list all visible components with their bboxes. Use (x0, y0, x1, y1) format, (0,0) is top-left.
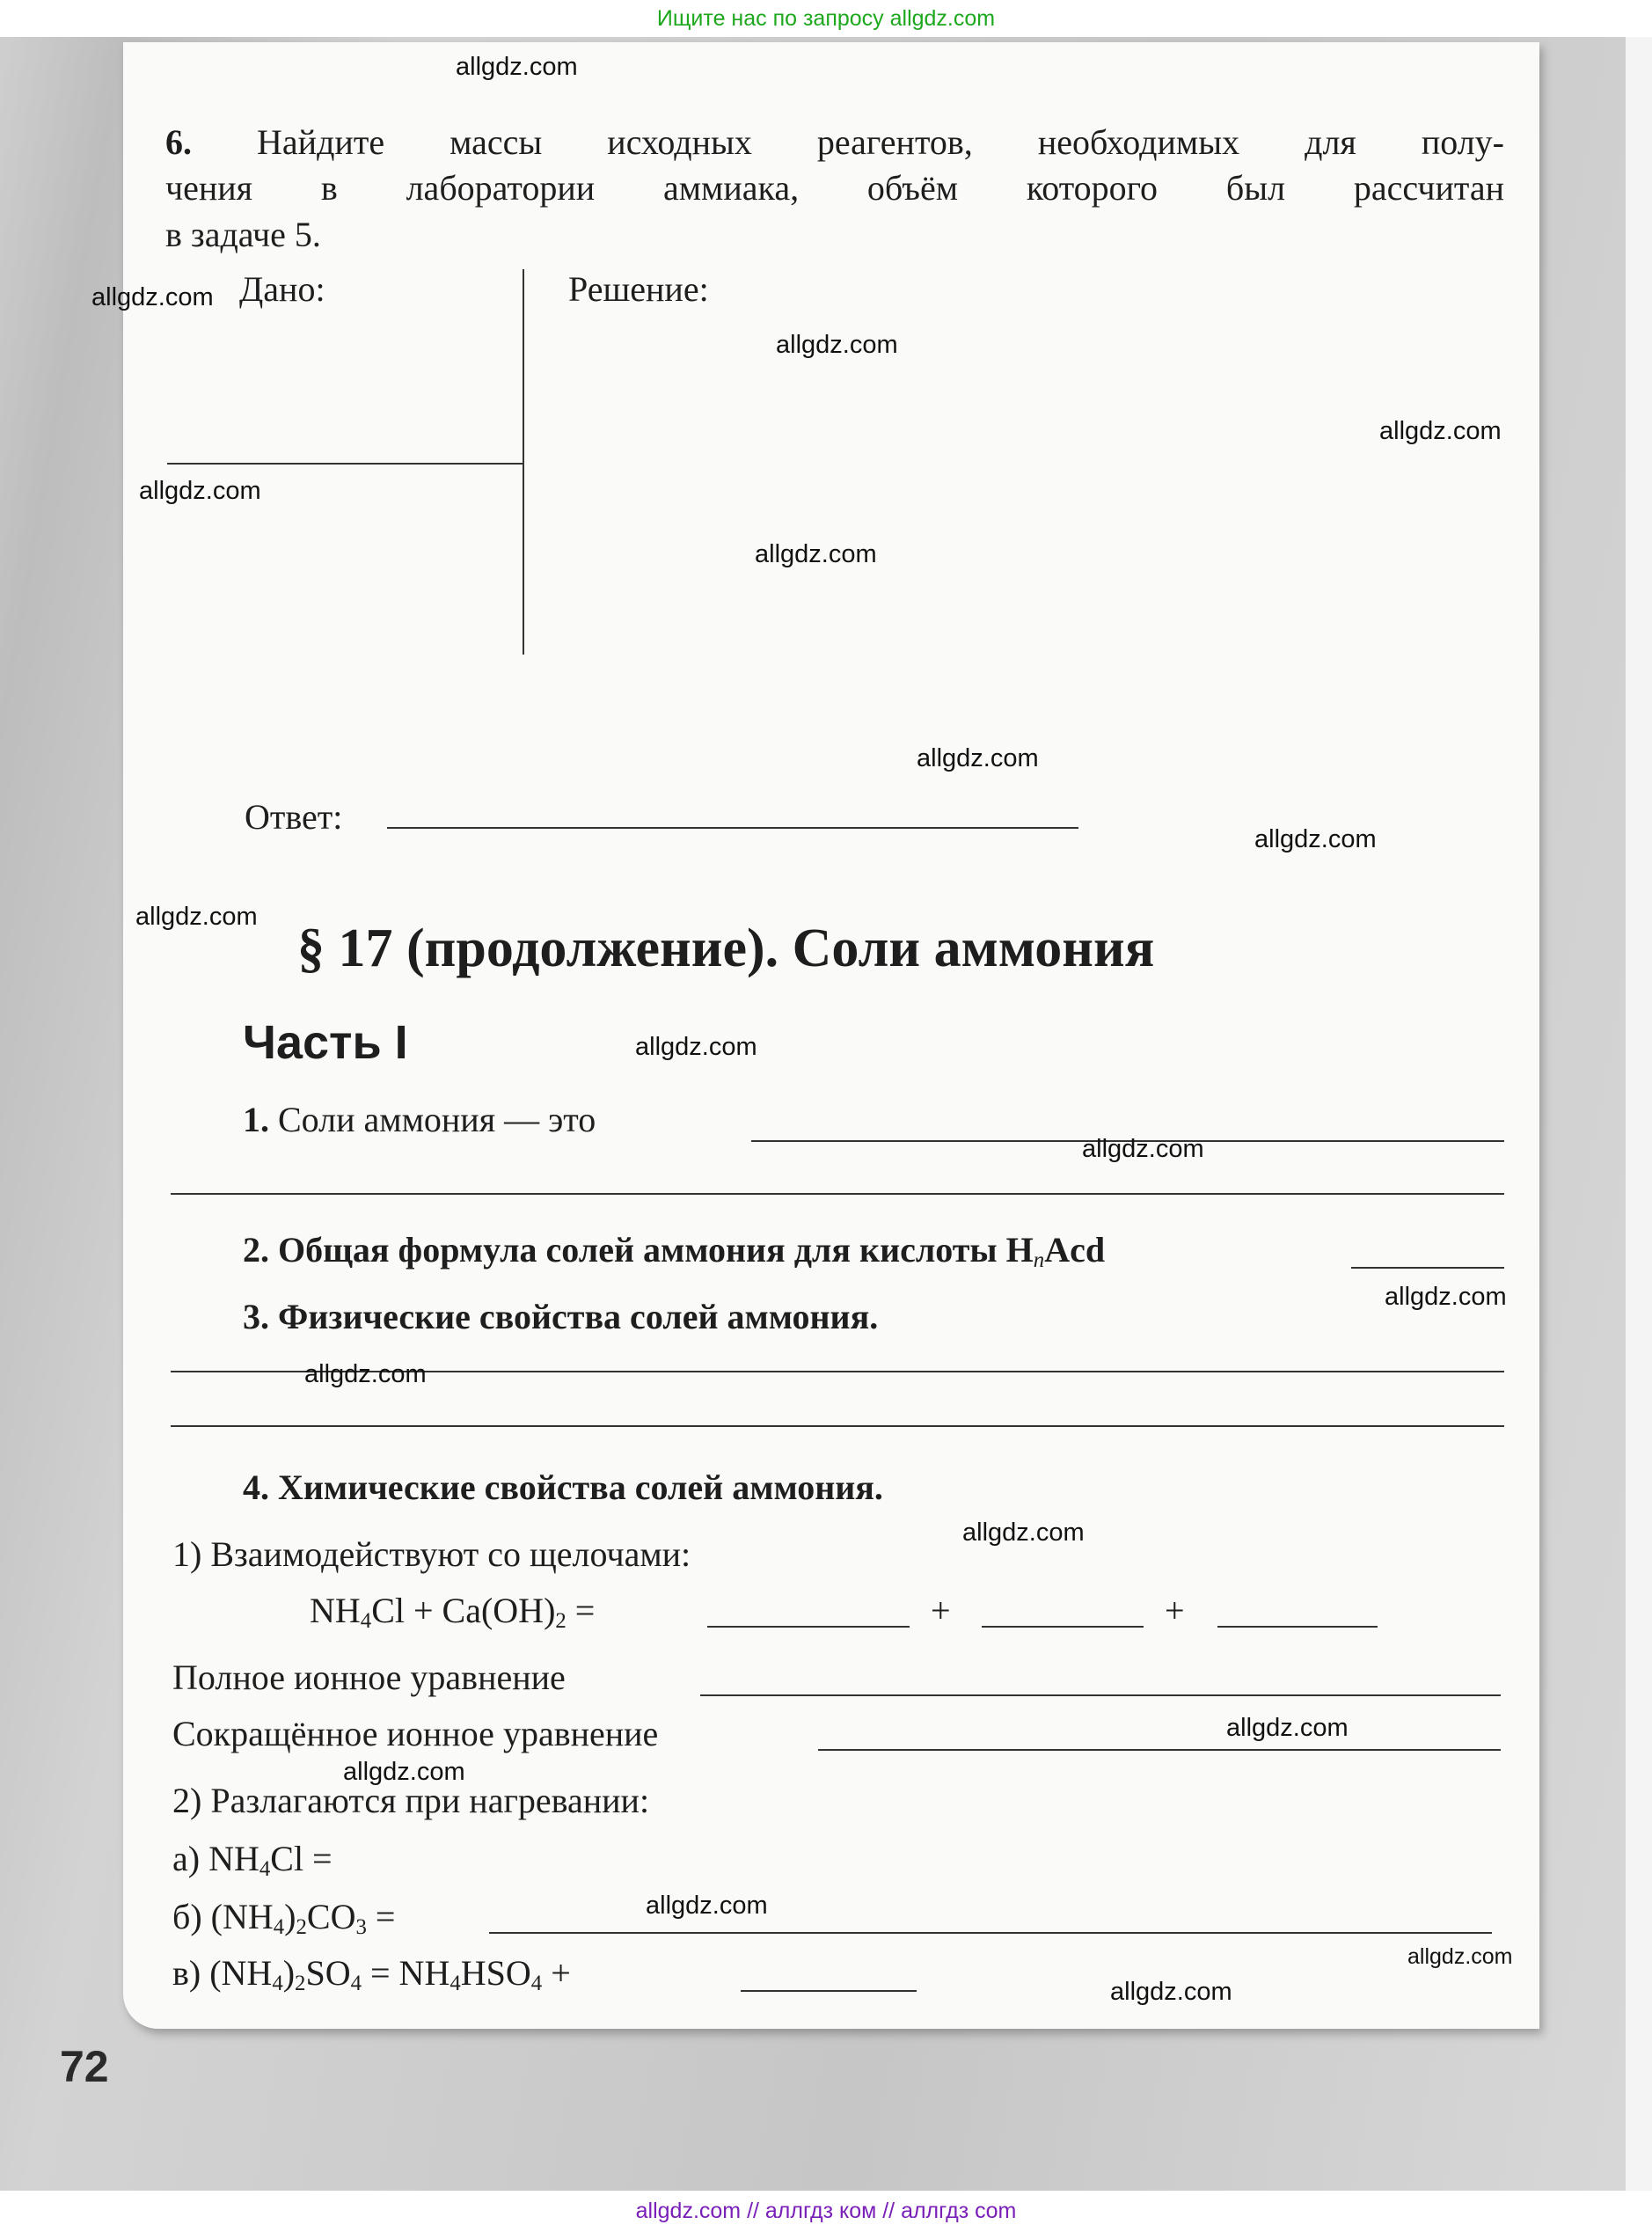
watermark: allgdz.com (304, 1360, 427, 1388)
section-title: § 17 (продолжение). Соли аммония (297, 918, 1155, 978)
page-number: 72 (60, 2042, 109, 2091)
q4-text: 4. Химические свойства солей аммония. (243, 1467, 883, 1507)
short-ionic-field[interactable] (818, 1749, 1501, 1751)
eq1-plus-2: + (1165, 1591, 1185, 1630)
watermark: allgdz.com (1254, 825, 1377, 853)
given-divider (523, 269, 524, 655)
q4-p1: 1) Взаимодействуют со щелочами: (172, 1534, 691, 1574)
watermark: allgdz.com (456, 53, 578, 81)
top-banner[interactable]: Ищите нас по запросу allgdz.com (0, 0, 1652, 37)
task6-line1: 6. Найдите массы исходных реагентов, необходимых для полу- (165, 122, 1505, 162)
q1-text: 1. Соли аммония — это (243, 1100, 596, 1139)
eq1-field-1[interactable] (707, 1626, 910, 1628)
q4-c: в) $(NH_4)_2SO_4 = NH_4HSO_4$ + (172, 1953, 571, 1996)
watermark: allgdz.com (91, 283, 214, 311)
q4-b: б) $(NH_4)_2CO_3$ = (172, 1897, 396, 1940)
watermark: allgdz.com (646, 1892, 768, 1920)
watermark: allgdz.com (343, 1758, 465, 1786)
q4-eq1: $NH_4Cl + Ca(OH)_2$ = (310, 1591, 596, 1634)
part-title: Часть I (243, 1016, 408, 1069)
q3-text: 3. Физические свойства солей аммония. (243, 1297, 879, 1336)
q4-b-field[interactable] (489, 1932, 1492, 1934)
watermark: allgdz.com (1110, 1978, 1232, 2006)
watermark: allgdz.com (962, 1518, 1085, 1547)
task6-line3: в задаче 5. (165, 215, 321, 254)
watermark: allgdz.com (917, 744, 1039, 772)
q3-field-2[interactable] (171, 1425, 1504, 1427)
watermark: allgdz.com (135, 903, 258, 931)
eq1-field-3[interactable] (1217, 1626, 1378, 1628)
full-ionic-field[interactable] (700, 1694, 1501, 1696)
q2-text: 2. Общая формула солей аммония для кислоты $H_nAcd$ (243, 1230, 1106, 1273)
q4-c-field[interactable] (741, 1990, 917, 1992)
watermark: allgdz.com (1082, 1135, 1204, 1163)
q4-a: а) $NH_4Cl$ = (172, 1839, 333, 1882)
q4-p2: 2) Разлагаются при нагревании: (172, 1781, 650, 1820)
watermark: allgdz.com (1385, 1283, 1507, 1311)
answer-label: Ответ: (245, 797, 343, 837)
eq1-field-2[interactable] (982, 1626, 1144, 1628)
full-ionic-label: Полное ионное уравнение (172, 1658, 566, 1697)
watermark: allgdz.com (755, 540, 877, 568)
solution-label: Решение: (568, 269, 709, 309)
given-label: Дано: (239, 269, 325, 309)
short-ionic-label: Сокращённое ионное уравнение (172, 1714, 659, 1753)
bottom-banner[interactable]: allgdz.com // аллгдз ком // аллгдз com (0, 2191, 1652, 2232)
eq1-plus-1: + (931, 1591, 951, 1630)
watermark: allgdz.com (776, 331, 898, 359)
watermark: allgdz.com (1379, 417, 1502, 445)
task6-line2: чения в лаборатории аммиака, объём которого был рассчитан (165, 168, 1504, 208)
answer-field[interactable] (387, 827, 1078, 829)
watermark: allgdz.com (1407, 1944, 1513, 1969)
given-underline (167, 463, 523, 465)
watermark: allgdz.com (635, 1033, 757, 1061)
watermark: allgdz.com (1226, 1714, 1349, 1742)
scan-edge (1626, 37, 1652, 2191)
q2-field[interactable] (1351, 1267, 1504, 1269)
watermark: allgdz.com (139, 477, 261, 505)
q1-field-2[interactable] (171, 1193, 1504, 1195)
